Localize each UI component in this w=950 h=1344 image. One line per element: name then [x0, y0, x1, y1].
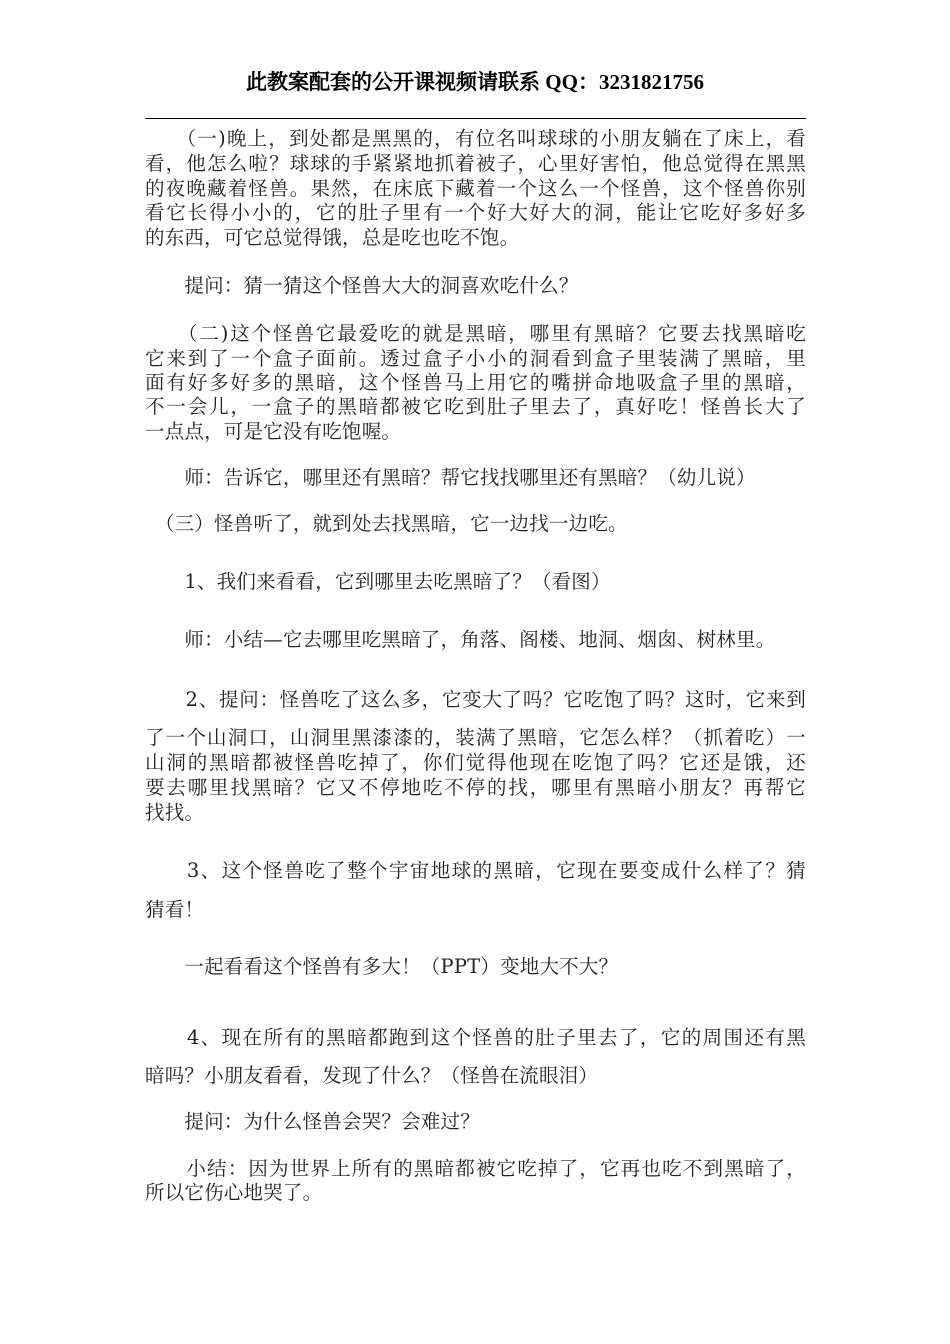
text-line: （三）怪兽听了，就到处去找黑暗，它一边找一边吃。: [145, 512, 628, 535]
text-line: 找找。: [145, 801, 205, 824]
header-divider: [145, 118, 806, 119]
text-line: 看，他怎么啦？球球的手紧紧地抓着被子，心里好害怕，他总觉得在黑黑: [145, 152, 806, 175]
text-line: 一起看看这个怪兽有多大！（PPT）变地大不大？: [145, 955, 619, 978]
text-line: 看它长得小小的，它的肚子里有一个好大好大的洞，能让它吃好多好多: [145, 201, 806, 224]
text-line: 一点点，可是它没有吃饱喔。: [145, 420, 402, 443]
text-line: 暗吗？小朋友看看，发现了什么？（怪兽在流眼泪）: [145, 1064, 599, 1087]
text-line: 提问：猜一猜这个怪兽大大的洞喜欢吃什么？: [145, 274, 579, 297]
text-line: 3、这个怪兽吃了整个宇宙地球的黑暗，它现在要变成什么样了？猜: [145, 859, 806, 882]
text-line: 它来到了一个盒子面前。透过盒子小小的洞看到盒子里装满了黑暗，里: [145, 347, 806, 370]
text-line: 2、提问：怪兽吃了这么多，它变大了吗？它吃饱了吗？这时，它来到: [145, 688, 806, 711]
page-header-title: 此教案配套的公开课视频请联系 QQ：3231821756: [246, 70, 704, 94]
text-line: 山洞的黑暗都被怪兽吃掉了，你们觉得他现在吃饱了吗？它还是饿，还: [145, 751, 806, 774]
text-line: 所以它伤心地哭了。: [145, 1181, 323, 1204]
text-line: 的东西，可它总觉得饿，总是吃也吃不饱。: [145, 226, 520, 249]
text-line: 小结：因为世界上所有的黑暗都被它吃掉了，它再也吃不到黑暗了，: [145, 1157, 806, 1180]
text-line: 4、现在所有的黑暗都跑到这个怪兽的肚子里去了，它的周围还有黑: [145, 1026, 806, 1049]
text-line: 了一个山洞口，山洞里黑漆漆的，装满了黑暗，它怎么样？（抓着吃）一: [145, 726, 806, 749]
text-line: 1、我们来看看，它到哪里去吃黑暗了？（看图）: [145, 570, 611, 593]
text-line: 猜看！: [145, 898, 205, 921]
text-line: 面有好多好多的黑暗，这个怪兽马上用它的嘴拼命地吸盒子里的黑暗，: [145, 371, 806, 394]
text-line: 师：小结—它去哪里吃黑暗了，角落、阁楼、地洞、烟囱、树林里。: [145, 628, 776, 651]
text-line: 不一会儿，一盒子的黑暗都被它吃到肚子里去了，真好吃！怪兽长大了: [145, 395, 806, 418]
text-line: 要去哪里找黑暗？它又不停地吃不停的找，哪里有黑暗小朋友？再帮它: [145, 776, 806, 799]
text-line: （一)晚上，到处都是黑黑的，有位名叫球球的小朋友躺在了床上，看: [145, 127, 806, 150]
text-line: 的夜晚藏着怪兽。果然，在床底下藏着一个这么一个怪兽，这个怪兽你别: [145, 177, 806, 200]
text-line: 提问：为什么怪兽会哭？会难过？: [145, 1110, 480, 1133]
text-line: 师：告诉它，哪里还有黑暗？帮它找找哪里还有黑暗？（幼儿说）: [145, 466, 756, 489]
text-line: （二)这个怪兽它最爱吃的就是黑暗，哪里有黑暗？它要去找黑暗吃: [145, 322, 806, 345]
